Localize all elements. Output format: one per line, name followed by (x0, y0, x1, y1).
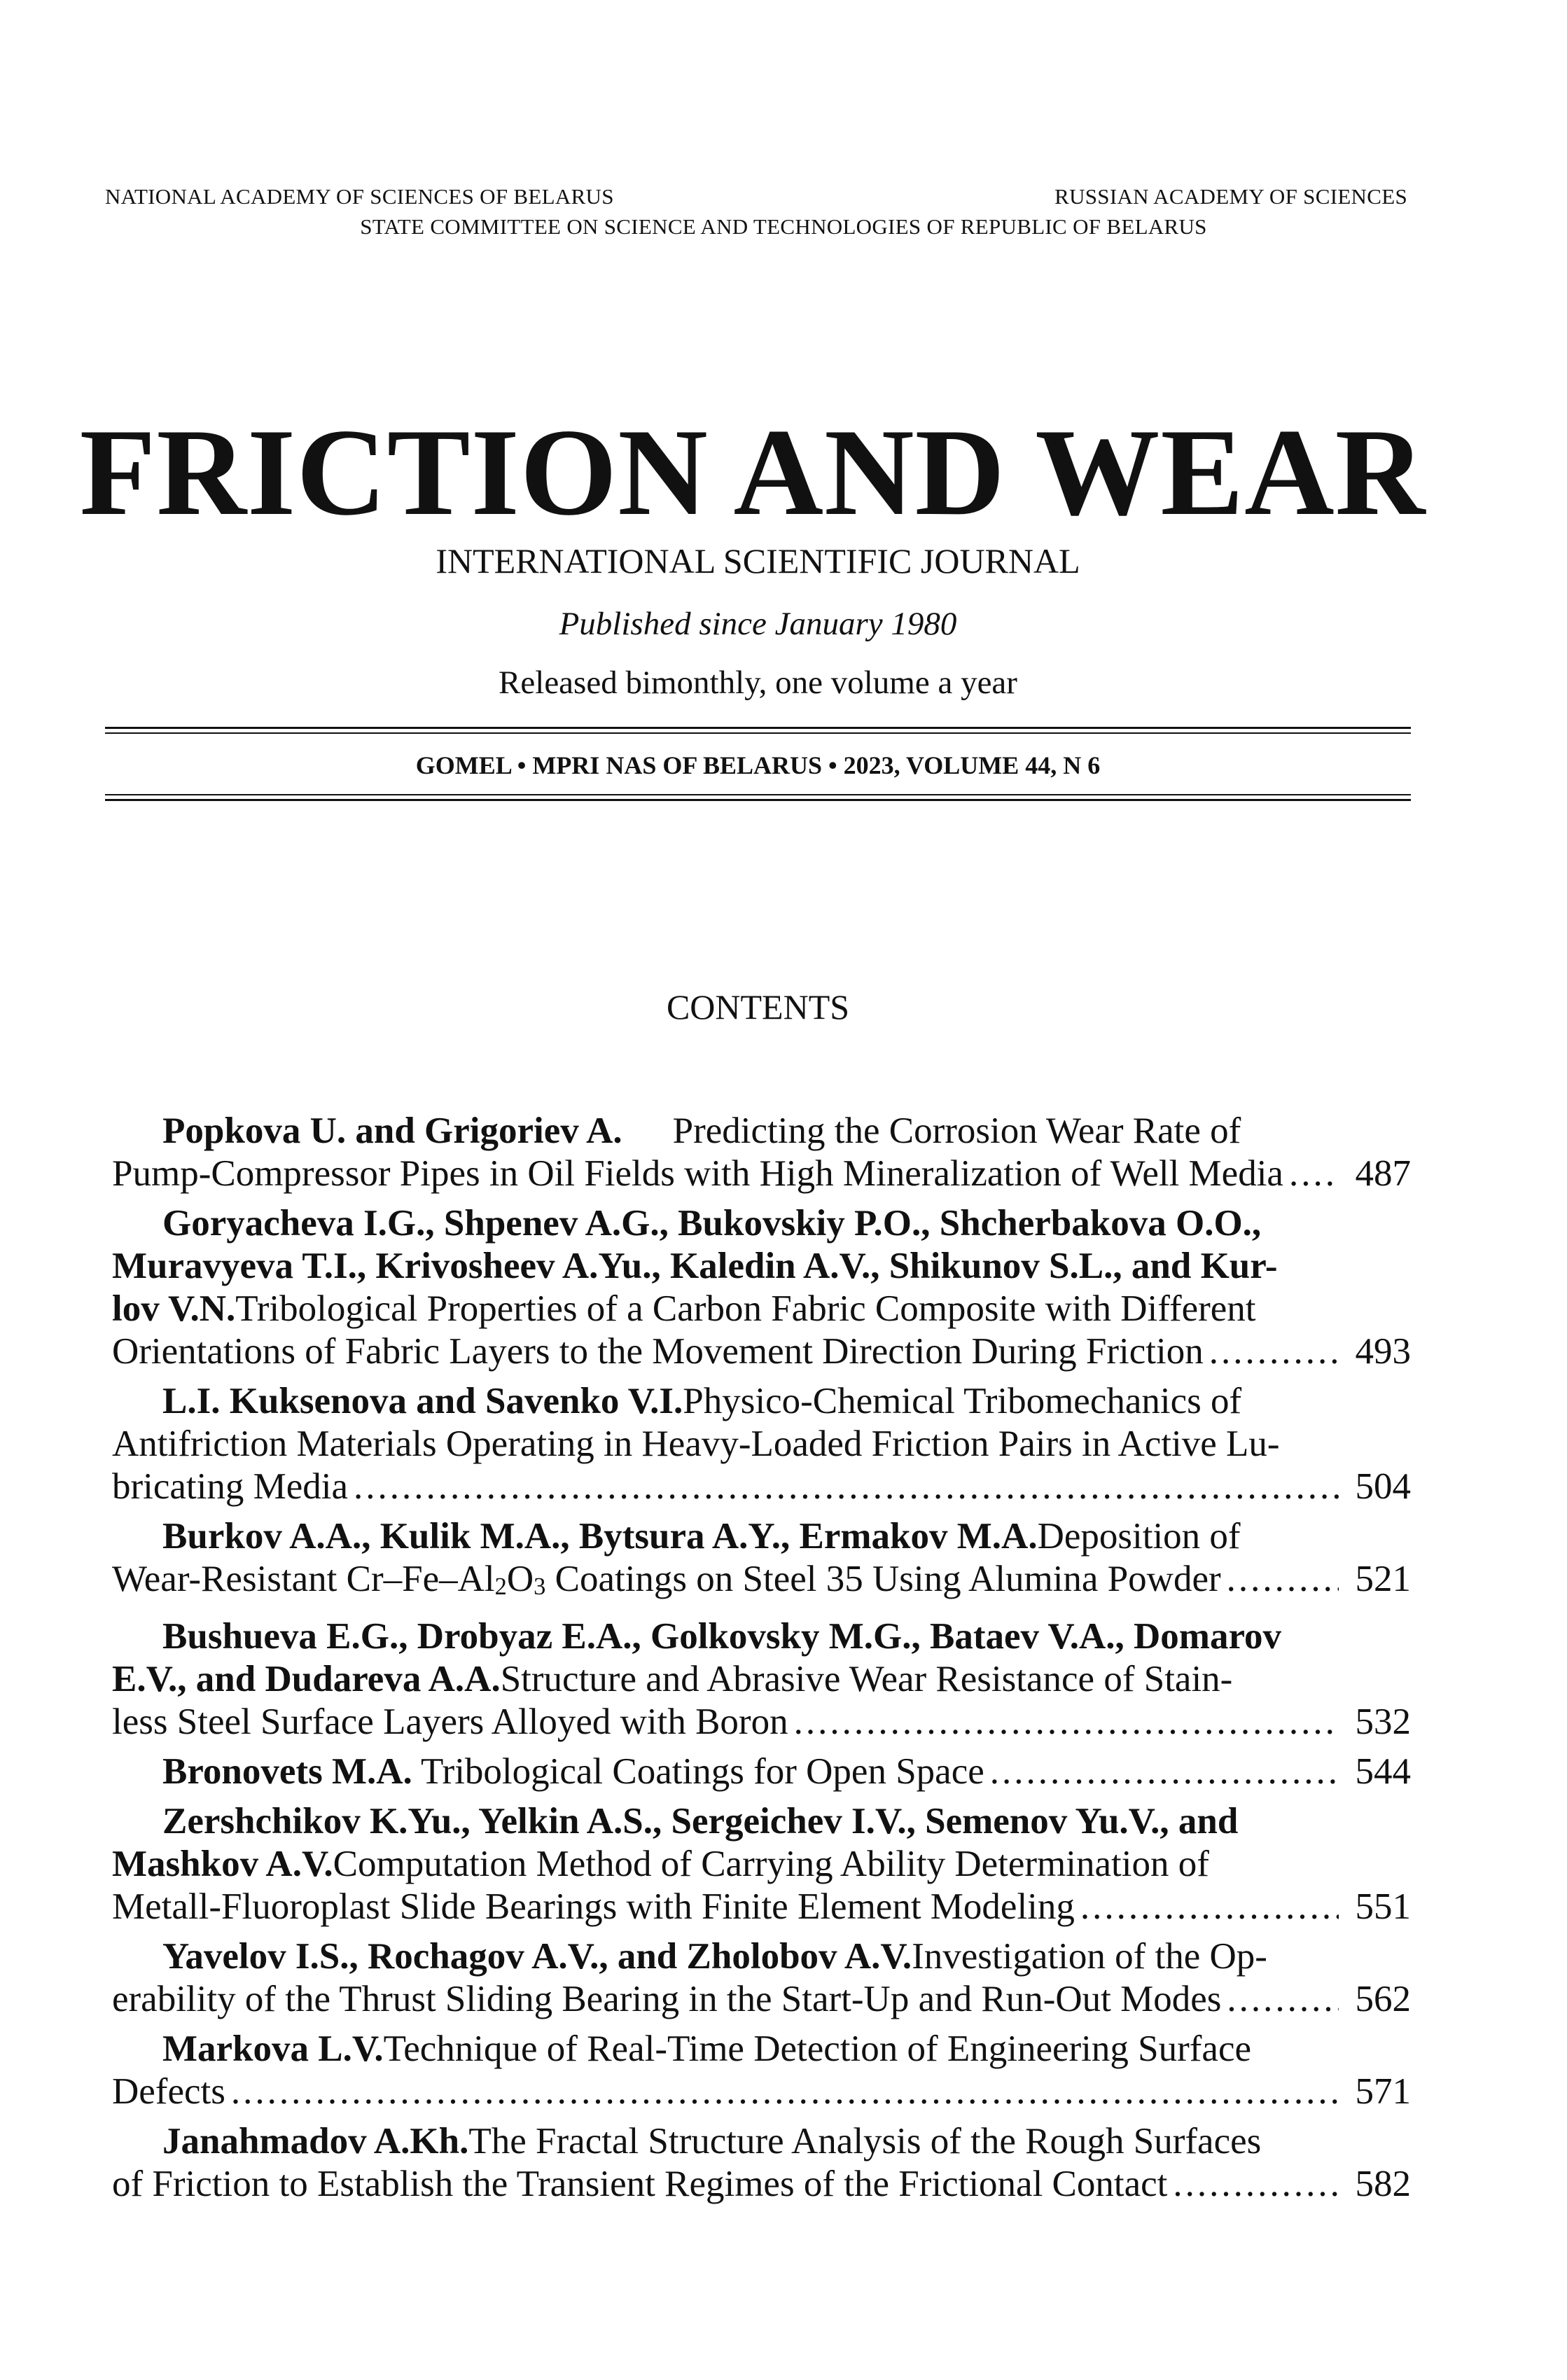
rule-top-1 (105, 727, 1411, 729)
rule-bottom-1 (105, 794, 1411, 795)
toc-entry-line (112, 1202, 1411, 1245)
release-frequency: Released bimonthly, one volume a year (499, 664, 1017, 701)
toc-entry (112, 1935, 1411, 2021)
toc-entry-last-line (112, 2071, 1411, 2113)
toc-entry-line (112, 1515, 1411, 1558)
toc-leader-dots (1209, 1330, 1339, 1373)
toc-authors: E.V., and Dudareva A.A. (112, 1659, 501, 1700)
toc-entry-line (112, 1110, 1411, 1153)
toc-entry-line (112, 1288, 1411, 1330)
toc-page-number: 504 (1355, 1466, 1411, 1507)
toc-page-number: 582 (1355, 2164, 1411, 2205)
toc-page-number: 532 (1355, 1702, 1411, 1743)
toc-authors: Popkova U. and Grigoriev A. (162, 1111, 622, 1151)
toc-title-part: Metall-Fluoroplast Slide Bearings with Finite Element Modeling (112, 1886, 1075, 1928)
toc-title-part: Structure and Abrasive Wear Resistance of Stain- (500, 1659, 1233, 1700)
toc-title-part: Investigation of the Op- (912, 1936, 1267, 1977)
toc-leader-dots (1227, 1978, 1339, 2021)
toc-entry-line (112, 2028, 1411, 2071)
toc-page-number: 551 (1355, 1886, 1411, 1928)
toc-entry-line (112, 1380, 1411, 1423)
toc-authors: Muravyeva T.I., Krivosheev A.Yu., Kaledin A.V., Shikunov S.L., and Kur- (112, 1246, 1278, 1286)
toc-authors: Bronovets M.A. (162, 1751, 412, 1793)
toc-title-part: Technique of Real-Time Detection of Engineering Surface (383, 2028, 1251, 2070)
toc-leader-dots (794, 1701, 1339, 1744)
toc-title-part: Defects (112, 2071, 225, 2113)
contents-list (112, 1110, 1411, 2213)
header-left: NATIONAL ACADEMY OF SCIENCES OF BELARUS (105, 184, 614, 209)
toc-title-part: Bronovets M.A. Tribological Coatings for Open Space (162, 1751, 984, 1793)
toc-entry (112, 1515, 1411, 1608)
toc-page-number: 487 (1355, 1153, 1411, 1194)
toc-entry-last-line (112, 1751, 1411, 1793)
toc-leader-dots (1080, 1886, 1339, 1928)
toc-page-number: 493 (1355, 1331, 1411, 1372)
toc-entry-last-line (112, 2163, 1411, 2206)
published-since: Published since January 1980 (559, 606, 957, 642)
toc-entry-line (112, 2120, 1411, 2163)
toc-title-part: bricating Media (112, 1466, 349, 1507)
toc-authors: Janahmadov A.Kh. (162, 2121, 469, 2162)
toc-entry (112, 2120, 1411, 2206)
toc-entry-line (112, 1615, 1411, 1658)
rule-bottom-2 (105, 799, 1411, 801)
toc-title-part: less Steel Surface Layers Alloyed with Boron (112, 1702, 788, 1743)
toc-entry-last-line (112, 1701, 1411, 1744)
toc-entry (112, 1110, 1411, 1195)
toc-leader-dots (1227, 1558, 1339, 1601)
toc-title-part: of Friction to Establish the Transient Regimes of the Frictional Contact (112, 2164, 1168, 2205)
toc-entry-last-line (112, 1153, 1411, 1195)
toc-title-part: Physico-Chemical Tribomechanics of (683, 1381, 1242, 1421)
toc-authors: Mashkov A.V. (112, 1844, 333, 1885)
toc-entry-last-line (112, 1466, 1411, 1508)
toc-leader-dots (231, 2071, 1339, 2113)
toc-leader-dots (354, 1466, 1339, 1508)
toc-authors: Goryacheva I.G., Shpenev A.G., Bukovskiy P.O., Shcherbakova O.O., (162, 1203, 1262, 1244)
toc-entry-last-line (112, 1558, 1411, 1608)
toc-title-part: Orientations of Fabric Layers to the Movement Direction During Friction (112, 1331, 1204, 1372)
toc-title-part: erability of the Thrust Sliding Bearing in the Start-Up and Run-Out Modes (112, 1979, 1222, 2020)
toc-title-part: Tribological Properties of a Carbon Fabric Composite with Different (235, 1288, 1256, 1329)
toc-title-part: Deposition of (1037, 1516, 1241, 1557)
toc-page-number: 544 (1355, 1751, 1411, 1793)
toc-title-part: Predicting the Corrosion Wear Rate of (672, 1111, 1241, 1151)
toc-entry (112, 1202, 1411, 1373)
toc-title-part: Wear-Resistant $Cr-Fe-Al_2O_3$ Coatings on Steel 35 Using Alumina Powder (112, 1559, 1221, 1601)
toc-entry-line (112, 1245, 1411, 1288)
contents-heading: CONTENTS (666, 987, 850, 1027)
toc-leader-dots (990, 1751, 1339, 1793)
toc-page-number: 521 (1355, 1559, 1411, 1599)
issue-banner: GOMEL • MPRI NAS OF BELARUS • 2023, VOLUME 44, N 6 (415, 751, 1101, 779)
toc-entry-line (112, 1800, 1411, 1843)
toc-entry (112, 1380, 1411, 1508)
toc-authors: L.I. Kuksenova and Savenko V.I. (162, 1381, 683, 1421)
toc-entry-last-line (112, 1330, 1411, 1373)
toc-entry (112, 1615, 1411, 1744)
journal-subtitle: INTERNATIONAL SCIENTIFIC JOURNAL (436, 541, 1080, 580)
toc-entry (112, 2028, 1411, 2113)
journal-title: FRICTION AND WEAR (79, 403, 1426, 541)
toc-entry-last-line (112, 1978, 1411, 2021)
header-center: STATE COMMITTEE ON SCIENCE AND TECHNOLOGIES OF REPUBLIC OF BELARUS (360, 214, 1207, 239)
toc-title-part: Computation Method of Carrying Ability Determination of (333, 1844, 1209, 1885)
toc-authors: Zershchikov K.Yu., Yelkin A.S., Sergeichev I.V., Semenov Yu.V., and (162, 1801, 1239, 1842)
toc-leader-dots (1289, 1153, 1339, 1195)
toc-entry-line (112, 1935, 1411, 1978)
toc-title-part: The Fractal Structure Analysis of the Rough Surfaces (468, 2121, 1262, 2162)
toc-entry (112, 1800, 1411, 1928)
toc-authors: Yavelov I.S., Rochagov A.V., and Zholobov A.V. (162, 1936, 912, 1977)
toc-page-number: 571 (1355, 2071, 1411, 2113)
header-right: RUSSIAN ACADEMY OF SCIENCES (1054, 184, 1407, 209)
toc-entry-last-line (112, 1886, 1411, 1928)
rule-top-2 (105, 732, 1411, 734)
toc-title-part: Antifriction Materials Operating in Heavy-Loaded Friction Pairs in Active Lu- (112, 1424, 1280, 1464)
toc-entry-line (112, 1658, 1411, 1701)
toc-leader-dots (1173, 2163, 1339, 2206)
toc-title-part: Pump-Compressor Pipes in Oil Fields with High Mineralization of Well Media (112, 1153, 1283, 1194)
toc-authors: Bushueva E.G., Drobyaz E.A., Golkovsky M.G., Bataev V.A., Domarov (162, 1616, 1282, 1657)
toc-entry-line (112, 1843, 1411, 1886)
toc-authors: Burkov A.A., Kulik M.A., Bytsura A.Y., Ermakov M.A. (162, 1516, 1038, 1557)
toc-authors: Markova L.V. (162, 2028, 384, 2070)
toc-entry-line (112, 1423, 1411, 1466)
toc-authors: lov V.N. (112, 1288, 236, 1329)
toc-page-number: 562 (1355, 1979, 1411, 2020)
toc-entry (112, 1751, 1411, 1793)
